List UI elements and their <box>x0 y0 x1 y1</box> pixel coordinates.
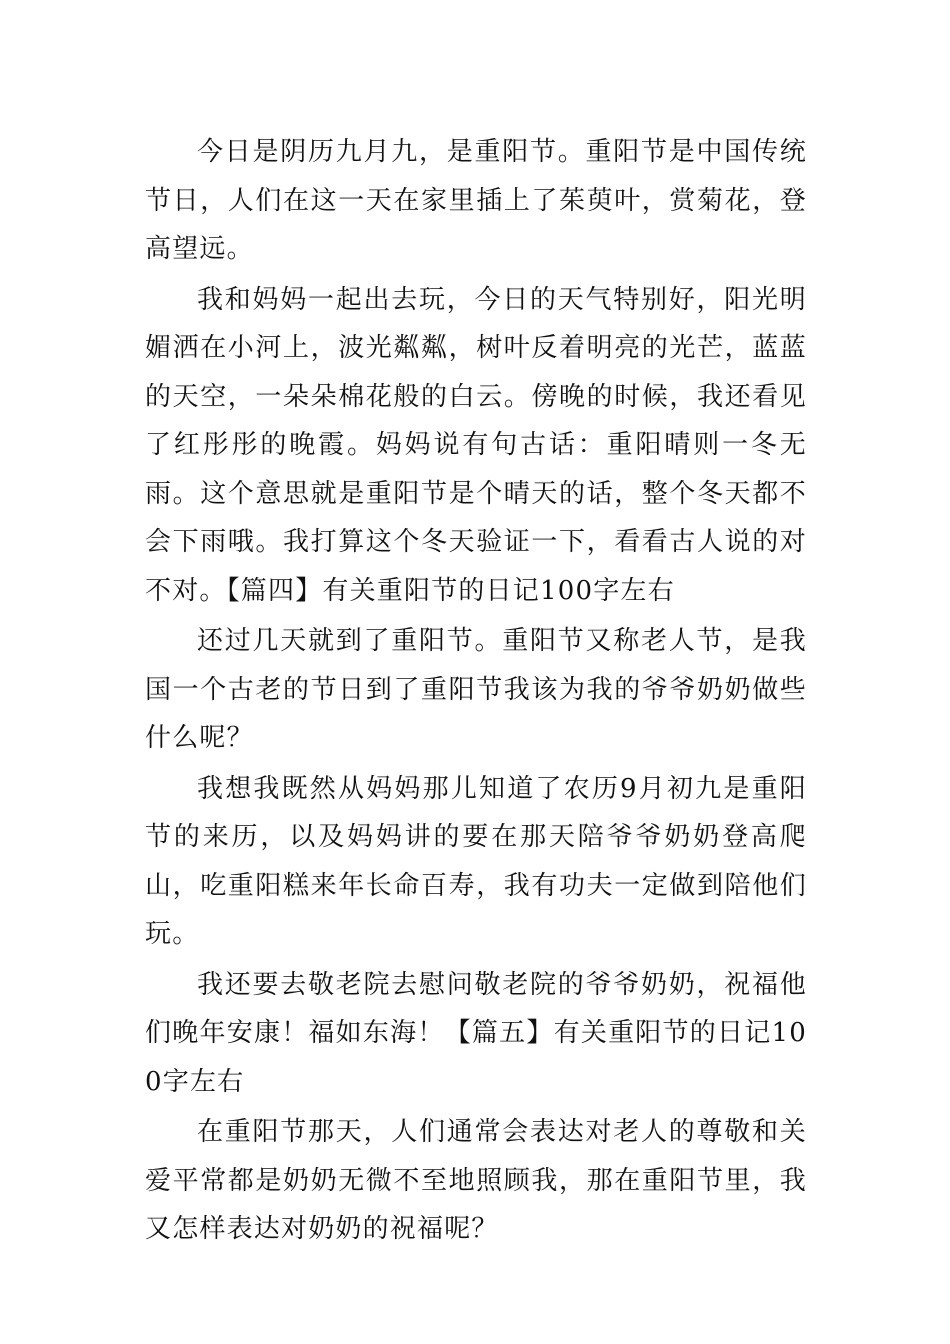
document-body <box>145 128 807 1254</box>
paragraph-3: 还过几天就到了重阳节。重阳节又称老人节，是我国一个古老的节日到了重阳节我该为我的爷爷奶奶做些什么呢？ <box>145 626 807 753</box>
paragraph-4: 我想我既然从妈妈那儿知道了农历9月初九是重阳节的来历，以及妈妈讲的要在那天陪爷爷奶奶登高爬山，吃重阳糕来年长命百寿，我有功夫一定做到陪他们玩。 <box>145 773 807 949</box>
paragraph-1: 今日是阴历九月九，是重阳节。重阳节是中国传统节日，人们在这一天在家里插上了茱萸叶，赏菊花，登高望远。 <box>145 137 807 264</box>
paragraph-6: 在重阳节那天，人们通常会表达对老人的尊敬和关爱平常都是奶奶无微不至地照顾我，那在重阳节里，我又怎样表达对奶奶的祝福呢？ <box>145 1117 807 1244</box>
paragraph-5: 我还要去敬老院去慰问敬老院的爷爷奶奶，祝福他们晚年安康！福如东海！【篇五】有关重阳节的日记100字左右 <box>145 969 807 1097</box>
paragraph-2: 我和妈妈一起出去玩，今日的天气特别好，阳光明媚洒在小河上，波光粼粼，树叶反着明亮的光芒，蓝蓝的天空，一朵朵棉花般的白云。傍晚的时候，我还看见了红彤彤的晚霞。妈妈说有句古话：重阳晴则一冬无雨。这个意思就是重阳节是个晴天的话，整个冬天都不会下雨哦。我打算这个冬天验证一下，看看古人说的对不对。【篇四】有关重阳节的日记100字左右 <box>145 284 807 606</box>
